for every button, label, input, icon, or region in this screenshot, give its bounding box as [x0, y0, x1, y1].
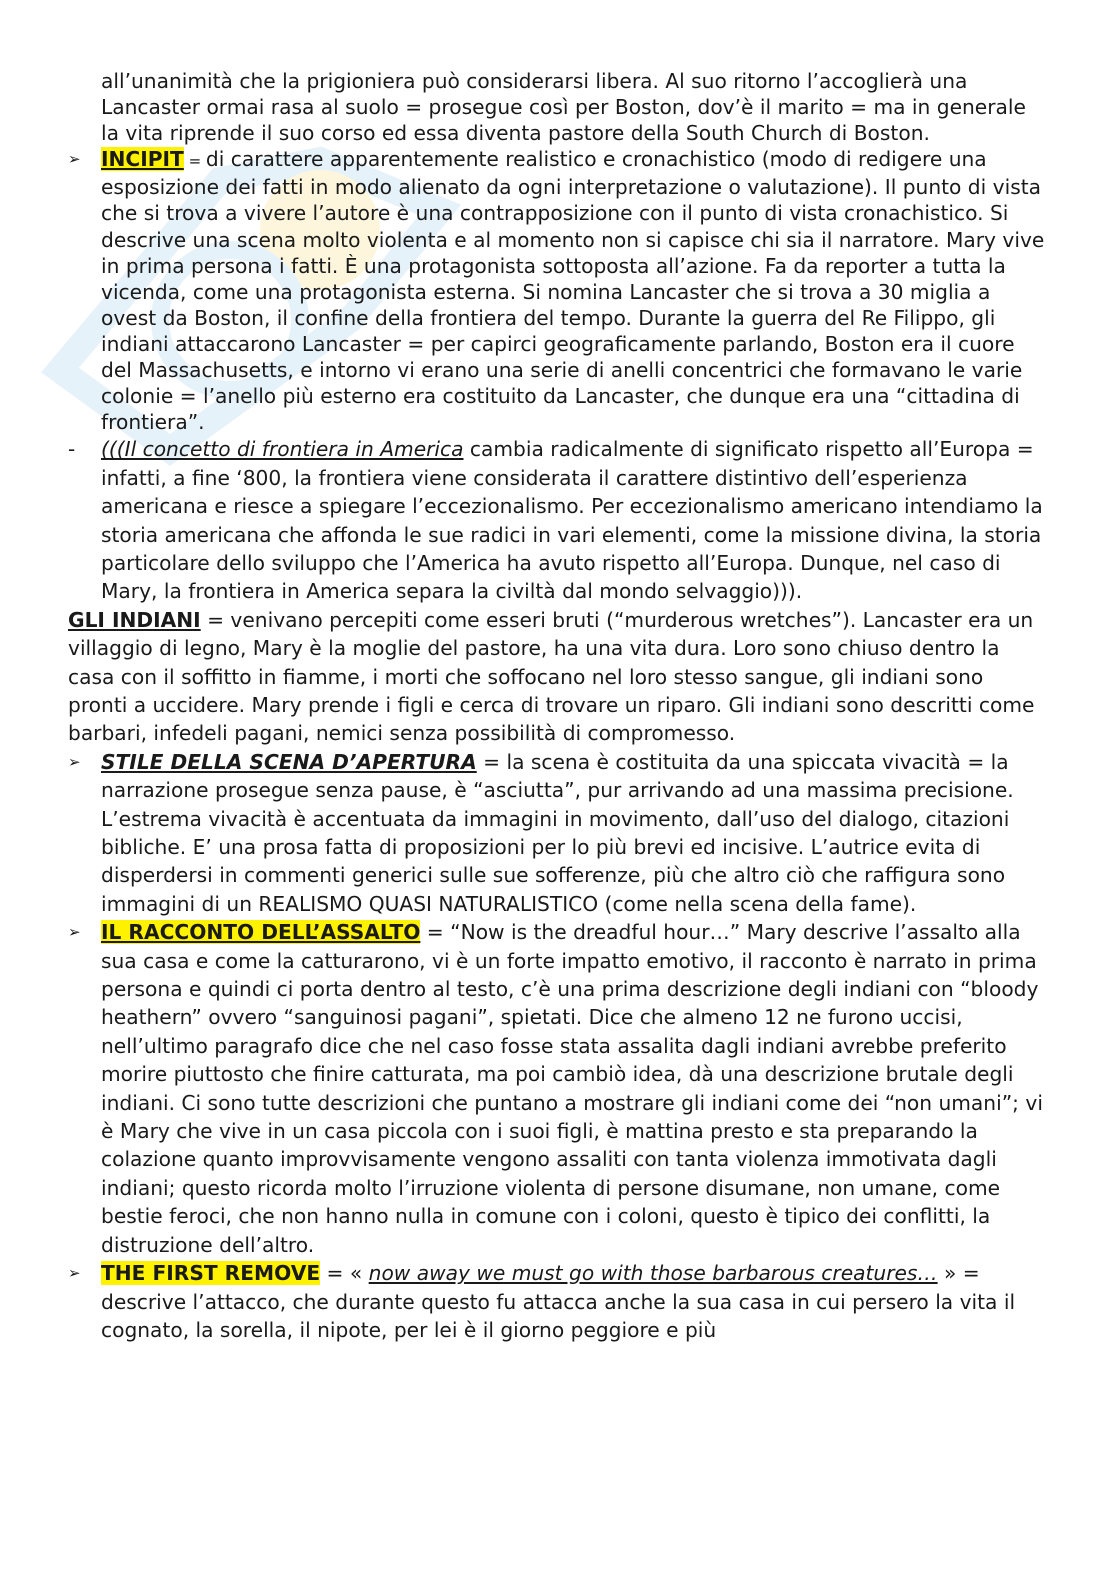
section-stile	[68, 748, 1048, 918]
remove-separator: = «	[320, 1261, 369, 1286]
paragraph-continuation	[68, 68, 1048, 146]
section-frontiera	[68, 435, 1048, 605]
remove-quote: now away we must go with those barbarous creatures…	[368, 1261, 938, 1286]
incipit-paragraph	[101, 146, 1048, 435]
section-racconto	[68, 918, 1048, 1259]
remove-paragraph	[101, 1259, 1048, 1344]
indiani-paragraph	[68, 606, 1048, 748]
stile-text: = la scena è costituita da una spiccata vivacità = la narrazione prosegue senza pause, è “asciutta”, pur arrivando ad una massima precisione. L’estrema vivacità è accentuata da immagini in movimento, dall’uso del dialogo, citazioni bibliche. E’ una prosa fatta di proposizioni per lo più brevi ed incisive. L’autrice evita di disperdersi in commenti generici sulle sue sofferenze, più che altro ciò che raffigura sono immagini di un REALISMO QUASI NATURALISTICO (come nella scena della fame).	[101, 749, 1014, 916]
section-indiani	[68, 606, 1048, 748]
arrow-bullet-icon: ➢	[68, 752, 81, 771]
dash-bullet: -	[68, 437, 76, 462]
incipit-text: di carattere apparentemente realistico e cronachistico (modo di redigere una esposizione dei fatti in modo alienato da ogni interpretazione o valutazione). Il punto di vista che si trova a vivere l’autore è una contrapposizione con il punto di vista cronachistico. Si descrive una scena molto violenta e al momento non si capisce chi sia il narratore. Mary vive in prima persona i fatti. È una protagonista sottoposta all’azione. Fa da reporter a tutta la vicenda, come una protagonista esterna. Si nomina Lancaster che si trova a 30 miglia a ovest da Boston, il confine della frontiera del tempo. Durante la guerra del Re Filippo, gli indiani attaccarono Lancaster = per capirci geograficamente parlando, Boston era il cuore del Massachusetts, e intorno vi erano una serie di anelli concentrici che formavano le varie colonie = l’anello più esterno era costituito da Lancaster, che dunque era una “cittadina di frontiera”.	[101, 147, 1045, 435]
incipit-separator: =	[183, 152, 206, 171]
indiani-text: = venivano percepiti come esseri bruti (“murderous wretches”). Lancaster era un villaggio di legno, Mary è la moglie del pastore, ha una vita dura. Loro sono chiuso dentro la casa con il soffitto in fiamme, i morti che soffocano nel loro stesso sangue, gli indiani sono pronti a uccidere. Mary prende i figli e cerca di trovare un riparo. Gli indiani sono descritti come barbari, infedeli pagani, nemici senza possibilità di compromesso.	[68, 607, 1035, 746]
frontiera-text: cambia radicalmente di significato rispetto all’Europa = infatti, a fine ‘800, la frontiera viene considerata il carattere distintivo dell’esperienza americana e riesce a spiegare l’eccezionalismo. Per eccezionalismo americano intendiamo la storia americana che affonda le sue radici in vari elementi, come la missione divina, la storia particolare dello sviluppo che l’America ha avuto rispetto all’Europa. Dunque, nel caso di Mary, la frontiera in America separa la civiltà dal mondo selvaggio))).	[101, 437, 1043, 604]
frontiera-heading: (((Il concetto di frontiera in America	[101, 437, 464, 462]
indiani-heading: GLI INDIANI	[68, 607, 201, 632]
racconto-heading: IL RACCONTO DELL’ASSALTO	[101, 920, 421, 945]
frontiera-paragraph	[101, 435, 1048, 605]
stile-heading: STILE DELLA SCENA D’APERTURA	[101, 749, 477, 774]
section-incipit	[68, 146, 1048, 435]
stile-paragraph	[101, 748, 1048, 918]
racconto-text: = “Now is the dreadful hour…” Mary descrive l’assalto alla sua casa e come la catturarono, vi è un forte impatto emotivo, il racconto è narrato in prima persona e quindi ci porta dentro al testo, c’è una prima descrizione degli indiani con “bloody heathern” ovvero “sanguinosi pagani”, spietati. Dice che almeno 12 ne furono uccisi, nell’ultimo paragrafo dice che nel caso fosse stata assalita dagli indiani avrebbe preferito morire piuttosto che finire catturata, ma poi cambiò idea, dà una descrizione brutale degli indiani. Ci sono tutte descrizioni che puntano a mostrare gli indiani come dei “non umani”; vi è Mary che vive in un casa piccola con i suoi figli, è mattina presto e sta preparando la colazione quanto improvvisamente vengono assaliti con tanta violenza immotivata dagli indiani; questo ricorda molto l’irruzione violenta di persone disumane, non umane, come bestie feroci, che non hanno nulla in comune con i coloni, questo è tipico dei conflitti, la distruzione dell’altro.	[101, 920, 1043, 1257]
arrow-bullet-icon: ➢	[68, 923, 81, 942]
remove-heading: THE FIRST REMOVE	[101, 1261, 321, 1286]
continuation-text: all’unanimità che la prigioniera può considerarsi libera. Al suo ritorno l’accoglierà una Lancaster ormai rasa al suolo = prosegue così per Boston, dov’è il marito = ma in generale la vita riprende il suo corso ed essa diventa pastore della South Church di Boston.	[101, 69, 1026, 146]
racconto-paragraph	[101, 918, 1048, 1259]
remove-text: » = descrive l’attacco, che durante questo fu attacca anche la sua casa in cui persero la vita il cognato, la sorella, il nipote, per lei è il giorno peggiore e più	[101, 1261, 1016, 1342]
arrow-bullet-icon: ➢	[68, 1264, 81, 1283]
section-first-remove	[68, 1259, 1048, 1344]
arrow-bullet-icon: ➢	[68, 150, 81, 169]
document-page	[68, 68, 1048, 1344]
incipit-heading: INCIPIT	[101, 147, 184, 172]
